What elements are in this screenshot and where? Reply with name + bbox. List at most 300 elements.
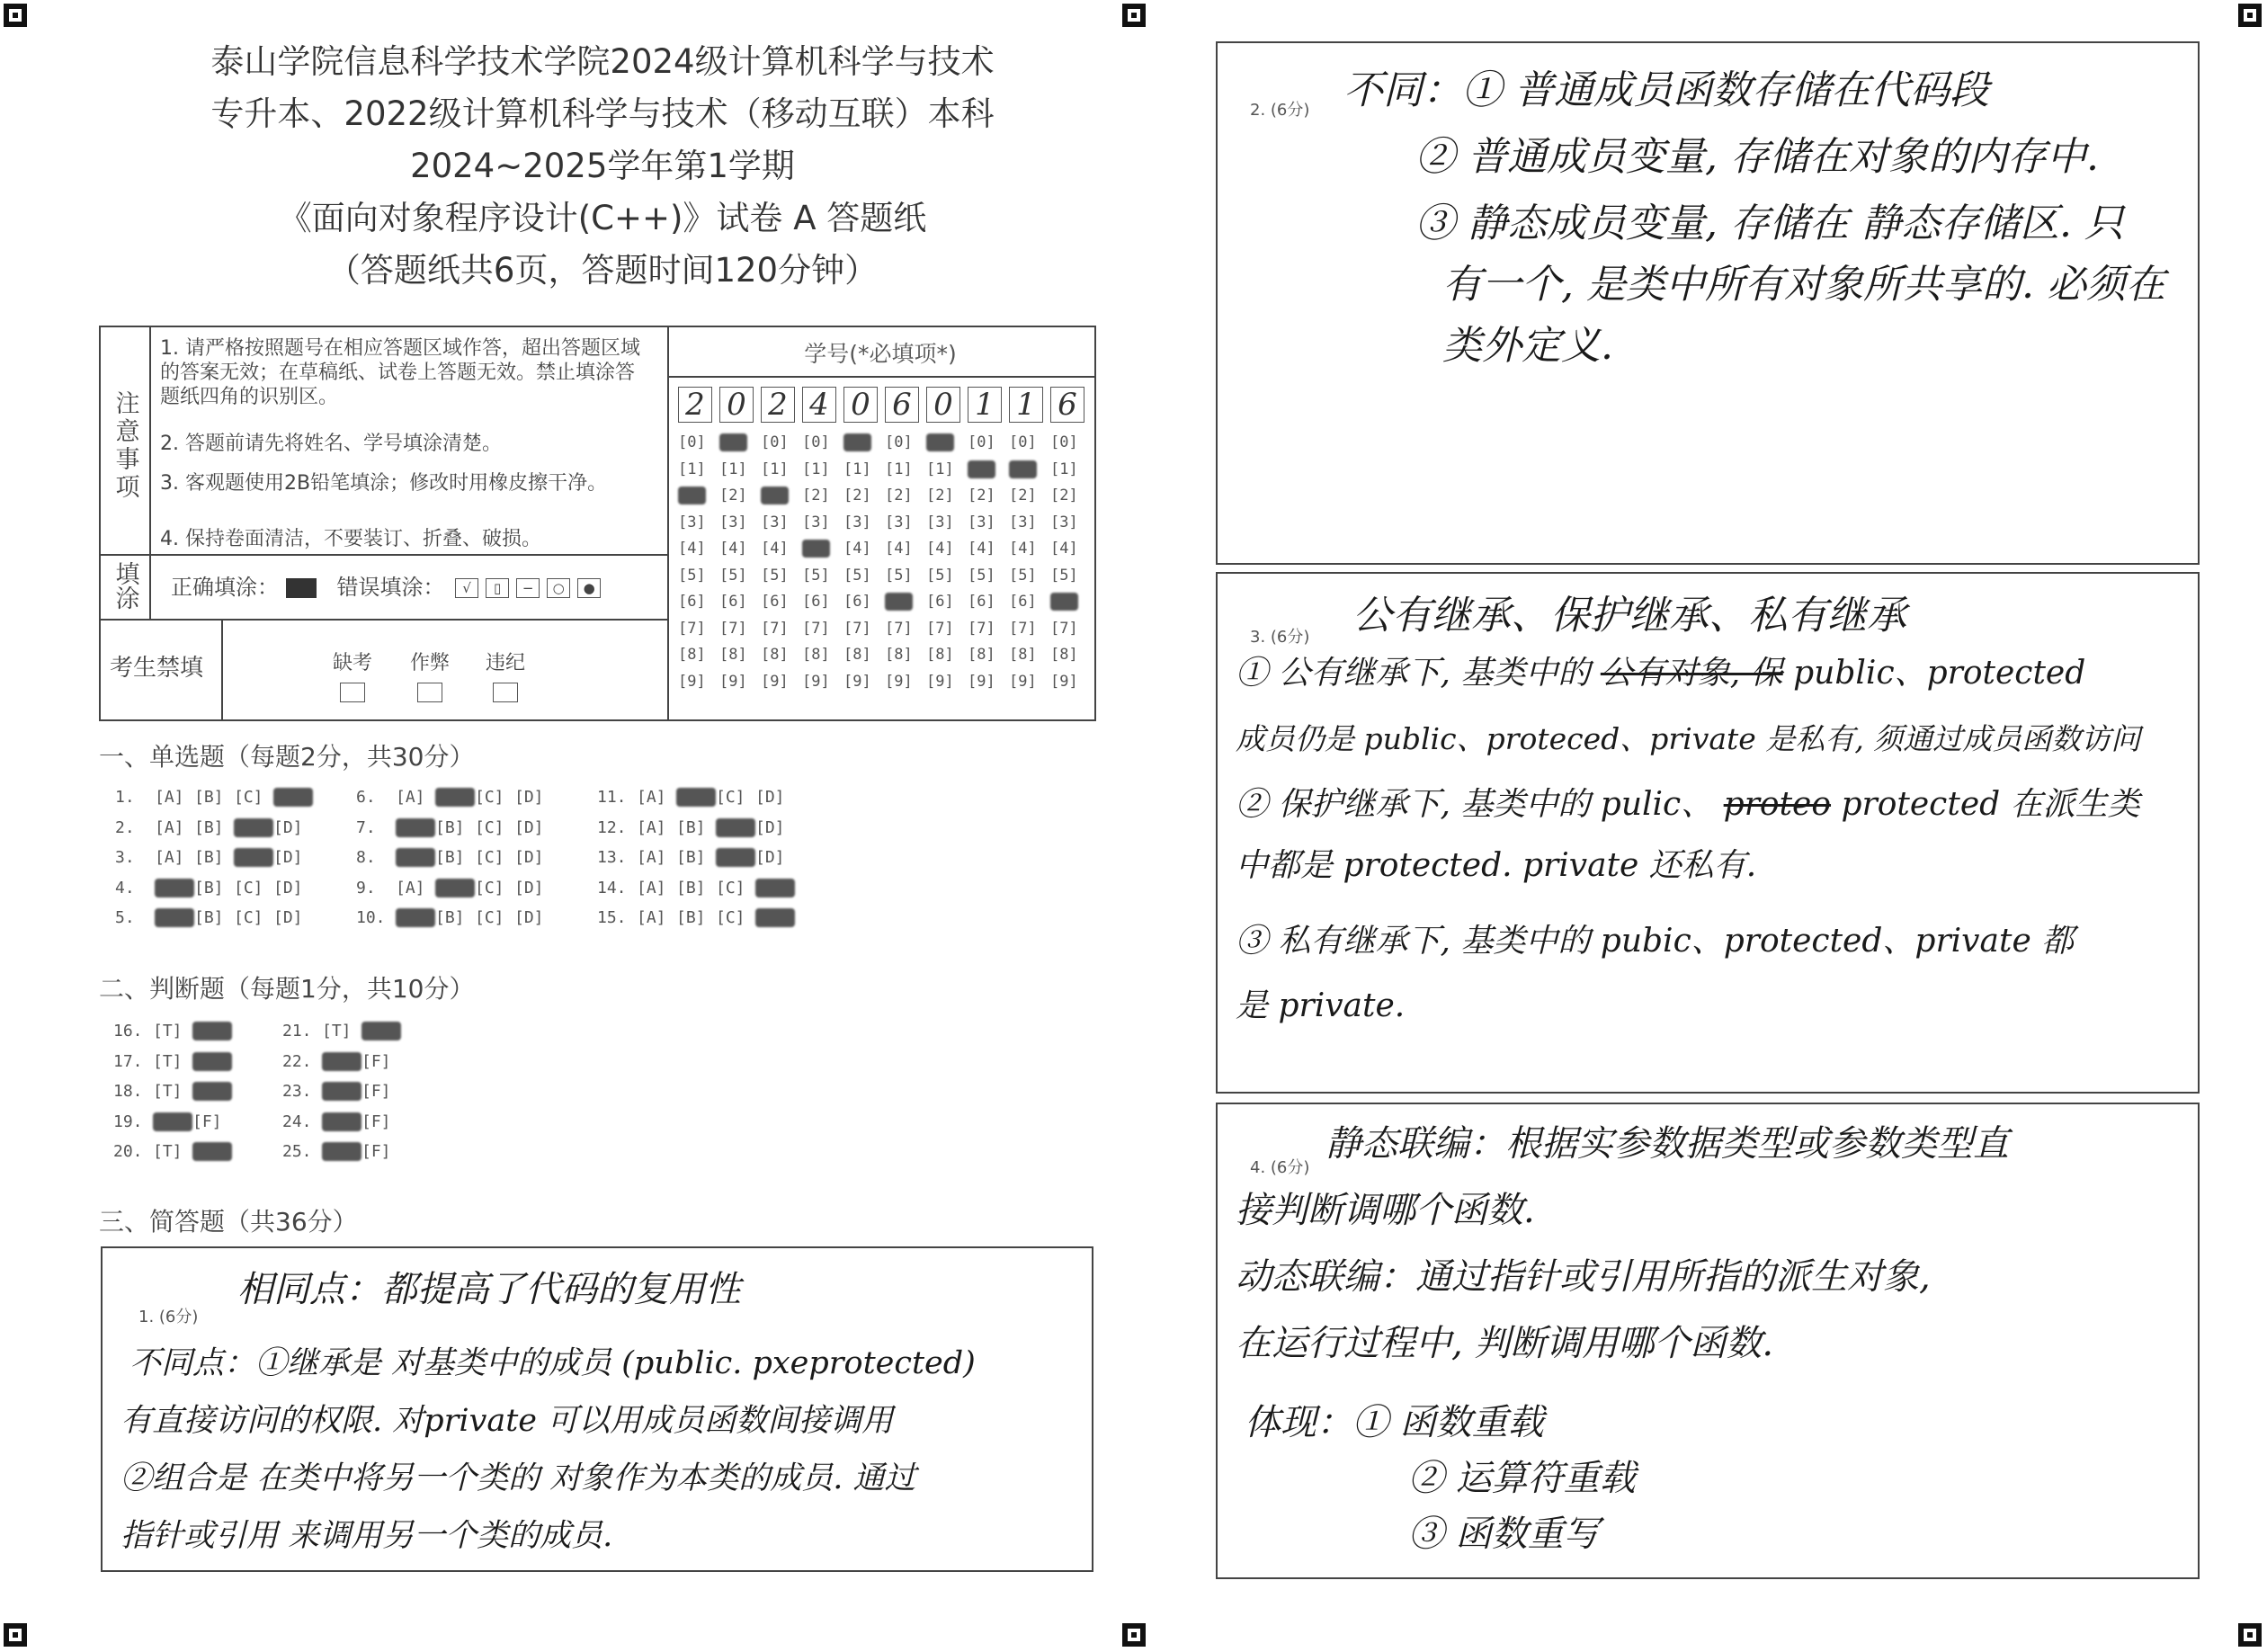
choice-bubble[interactable]: [D] [514,908,544,927]
answer-1-line-5: 指针或引用 来调用另一个类的成员. [120,1518,613,1554]
student-id-bubble[interactable]: [2] [761,487,789,505]
choice-bubble[interactable]: [D] [514,788,544,807]
student-id-bubble[interactable]: [5] [926,566,954,585]
tf-bubble[interactable]: [T] [322,1112,361,1131]
student-id-bubble[interactable]: [7] [1050,619,1078,638]
choice-bubble[interactable]: [B] [676,817,706,837]
true-false-question [282,1112,401,1131]
answer-3-line-1: 公有继承、保护继承、私有继承 [1352,593,1906,638]
instruction-1: 1. 请严格按照题号在相应答题区域作答，超出答题区域的答案无效；在草稿纸、试卷上答题无效。禁止填涂答题纸四角的识别区。 [160,337,640,408]
choice-bubble[interactable]: [B] [194,878,224,897]
student-id-bubble[interactable]: [2] [802,487,830,505]
true-false-question [282,1052,401,1071]
student-id-digit: 0 [843,387,878,423]
student-id-bubble[interactable]: [9] [719,672,747,691]
answer-box-3 [1216,572,2200,1094]
student-id-bubble[interactable]: [5] [1050,566,1078,585]
tf-bubble[interactable]: [F] [361,1022,401,1040]
forbid-label: 考生禁填 [110,655,204,682]
student-id-bubble[interactable]: [6] [885,593,913,611]
choice-bubble[interactable]: [B] [676,848,706,867]
student-id-bubble[interactable]: [7] [843,619,871,638]
single-choice-question [115,879,313,897]
single-choice-question [115,848,313,867]
student-id-bubble[interactable]: [7] [761,619,789,638]
student-id-bubble[interactable]: [2] [678,487,706,505]
student-id-digit: 2 [678,387,712,423]
tf-bubble[interactable]: [F] [192,1112,222,1131]
student-id-bubble[interactable]: [2] [1009,487,1037,505]
answer-box-4 [1216,1103,2200,1579]
student-id-bubble[interactable]: [3] [843,513,871,531]
choice-bubble[interactable]: [B] [435,848,465,867]
choice-bubble[interactable]: [C] [475,878,504,897]
choice-bubble[interactable]: [C] [716,818,755,837]
choice-bubble[interactable]: [C] [234,908,263,927]
student-id-bubble[interactable]: [1] [885,460,913,478]
student-id-bubble[interactable]: [4] [802,540,830,558]
student-id-digit: 6 [885,387,919,423]
question-number: 7. [356,817,376,837]
answer-2-line-4: 有一个, 是类中所有对象所共享的. 必须在 [1442,262,2165,308]
instruction-3: 3. 客观题使用2B铅笔填涂；修改时用橡皮擦干净。 [160,472,608,495]
answer-4-line-7: ③ 函数重写 [1408,1514,1600,1555]
wrong-fill-check: √ [455,578,478,598]
student-id-bubble[interactable]: [3] [719,513,747,531]
choice-bubble[interactable]: [C] [475,788,504,807]
student-id-bubble[interactable]: [1] [719,460,747,478]
question-number: 17. [113,1051,143,1071]
choice-bubble[interactable]: [C] [234,788,263,807]
student-id-bubble[interactable]: [8] [1009,646,1037,664]
student-id-bubble[interactable]: [8] [761,646,789,664]
choice-bubble[interactable]: [A] [155,879,194,897]
answer-1-score: 1. (6分) [138,1308,199,1326]
student-id-bubble[interactable]: [0] [843,433,871,451]
student-id-bubble[interactable]: [9] [885,672,913,691]
answer-2-line-3: ③ 静态成员变量, 存储在 静态存储区. 只 [1415,201,2124,246]
question-number: 3. [115,848,135,867]
student-id-bubble[interactable]: [6] [1050,593,1078,611]
question-number: 20. [113,1142,143,1161]
student-id-bubble[interactable]: [1] [1009,460,1037,478]
student-id-bubble[interactable]: [3] [1050,513,1078,531]
question-number: 23. [282,1082,312,1101]
student-id-bubble[interactable]: [5] [1009,566,1037,585]
student-id-bubble[interactable]: [3] [761,513,789,531]
choice-bubble[interactable]: [A] [637,788,666,807]
student-id-bubble[interactable]: [5] [885,566,913,585]
student-id-bubble[interactable]: [5] [761,566,789,585]
student-id-bubble[interactable]: [8] [678,646,706,664]
single-choice-question [597,818,795,837]
student-id-bubble[interactable]: [8] [719,646,747,664]
student-id-bubble[interactable]: [4] [926,540,954,558]
answer-3-strikethrough-1: 公有对象, 保 [1600,655,1783,692]
tf-bubble[interactable]: [F] [361,1082,391,1101]
choice-bubble[interactable]: [C] [716,878,745,897]
student-id-bubble[interactable]: [6] [802,593,830,611]
student-id-title: 学号(*必填项*) [804,341,957,367]
tf-bubble[interactable]: [T] [322,1052,361,1071]
true-false-question [282,1142,401,1161]
student-id-bubble[interactable]: [6] [761,593,789,611]
tf-bubble[interactable]: [F] [192,1052,232,1071]
student-id-bubble[interactable]: [0] [968,433,995,451]
single-choice-question [115,788,313,807]
student-id-bubble[interactable]: [7] [968,619,995,638]
student-id-bubble[interactable]: [4] [719,540,747,558]
choice-bubble[interactable]: [D] [514,848,544,867]
forbid-violation-box [493,683,518,702]
single-choice-question [356,788,554,807]
choice-bubble[interactable]: [C] [234,848,273,867]
choice-bubble[interactable]: [D] [755,848,785,867]
choice-bubble[interactable]: [A] [155,817,184,837]
student-id-bubble[interactable]: [1] [926,460,954,478]
student-id-bubble[interactable]: [4] [885,540,913,558]
student-id-bubble[interactable]: [7] [885,619,913,638]
true-false-question [282,1082,401,1101]
choice-bubble[interactable]: [B] [194,848,224,867]
tf-bubble[interactable]: [T] [153,1112,192,1131]
answer-3-line-3: 成员仍是 public、proteced、private 是私有, 须通过成员函数访问 [1236,721,2141,756]
question-number: 14. [597,878,627,897]
student-id-digit: 0 [926,387,960,423]
student-id-bubble[interactable]: [4] [761,540,789,558]
student-id-bubble[interactable]: [1] [968,460,995,478]
choice-bubble[interactable]: [B] [435,879,475,897]
student-id-bubble[interactable]: [1] [843,460,871,478]
student-id-bubble[interactable]: [3] [926,513,954,531]
student-id-bubble[interactable]: [0] [719,433,747,451]
student-id-digit: 0 [719,387,754,423]
choice-bubble[interactable]: [C] [716,848,755,867]
answer-3-line-2: ① 公有继承下, 基类中的 公有对象, 保 public、protected [1236,655,2086,692]
choice-bubble[interactable]: [A] [637,817,666,837]
registration-mark-top-right [2238,4,2262,27]
single-choice-question [356,908,554,927]
student-id-bubble[interactable]: [3] [1009,513,1037,531]
answer-2-line-2: ② 普通成员变量, 存储在对象的内存中. [1415,134,2099,180]
student-id-bubble[interactable]: [6] [1009,593,1037,611]
choice-bubble[interactable]: [D] [273,878,303,897]
fill-label: 填涂 [101,556,151,619]
header-line-4: 《面向对象程序设计(C++)》试卷 A 答题纸 [278,199,927,237]
choice-bubble[interactable]: [C] [475,817,504,837]
choice-bubble[interactable]: [A] [155,848,184,867]
choice-bubble[interactable]: [A] [155,788,184,807]
student-id-bubble[interactable]: [9] [926,672,954,691]
registration-mark-bottom-right [2238,1623,2262,1647]
student-id-bubble[interactable]: [5] [802,566,830,585]
student-id-bubble[interactable]: [6] [843,593,871,611]
question-number: 18. [113,1082,143,1101]
student-id-digit: 4 [802,387,836,423]
wrong-fill-dot: ● [577,578,601,598]
choice-bubble[interactable]: [C] [716,788,745,807]
choice-bubble[interactable]: [D] [755,788,785,807]
student-id-bubble[interactable]: [2] [1050,487,1078,505]
choice-bubble[interactable]: [D] [755,817,785,837]
choice-bubble[interactable]: [D] [514,878,544,897]
choice-bubble[interactable]: [A] [396,818,435,837]
choice-bubble[interactable]: [B] [194,817,224,837]
choice-bubble[interactable]: [B] [435,908,465,927]
wrong-fill-circle: ○ [547,578,570,598]
answer-1-line-1: 相同点：都提高了代码的复用性 [237,1269,741,1310]
student-id-bubble[interactable]: [6] [719,593,747,611]
student-id-bubble[interactable]: [8] [1050,646,1078,664]
student-id-bubble[interactable]: [5] [719,566,747,585]
answer-4-line-3: 动态联编：通过指针或引用所指的派生对象, [1236,1256,1931,1298]
tf-bubble[interactable]: [T] [153,1051,183,1071]
student-id-bubble[interactable]: [6] [968,593,995,611]
tf-bubble[interactable]: [T] [153,1022,183,1040]
answer-box-1 [101,1246,1093,1572]
student-id-bubble[interactable]: [8] [926,646,954,664]
choice-bubble[interactable]: [B] [435,817,465,837]
answer-3-line-7: 是 private. [1236,987,1406,1024]
choice-bubble[interactable]: [C] [716,908,745,927]
choice-bubble[interactable]: [C] [234,818,273,837]
question-number: 22. [282,1051,312,1071]
student-id-bubble[interactable]: [7] [802,619,830,638]
question-number: 15. [597,908,627,927]
answer-4-score: 4. (6分) [1250,1158,1310,1177]
student-id-bubble[interactable]: [1] [802,460,830,478]
student-id-bubble[interactable]: [0] [1009,433,1037,451]
question-number: 16. [113,1022,143,1040]
student-id-bubble[interactable]: [8] [885,646,913,664]
answer-4-line-1: 静态联编：根据实参数据类型或参数类型直 [1325,1123,2009,1165]
choice-bubble[interactable]: [B] [676,878,706,897]
student-id-digit: 1 [968,387,1002,423]
student-id-bubble[interactable]: [9] [1009,672,1037,691]
tf-bubble[interactable]: [F] [192,1142,232,1161]
tf-bubble[interactable]: [T] [153,1142,183,1161]
single-choice-question [356,818,554,837]
answer-2-line-5: 类外定义. [1442,323,1613,369]
true-false-question [113,1142,232,1161]
question-number: 5. [115,908,135,927]
student-id-bubble[interactable]: [9] [678,672,706,691]
choice-bubble[interactable]: [C] [234,878,263,897]
registration-mark-bottom-center [1122,1623,1146,1647]
choice-bubble[interactable]: [A] [396,878,425,897]
student-id-bubble[interactable]: [5] [968,566,995,585]
registration-mark-bottom-left [4,1623,27,1647]
student-id-digit: 1 [1009,387,1043,423]
tf-bubble[interactable]: [T] [153,1082,183,1101]
tf-bubble[interactable]: [F] [361,1112,391,1131]
tf-bubble[interactable]: [T] [322,1142,361,1161]
student-id-bubble[interactable]: [4] [678,540,706,558]
student-id-bubble[interactable]: [9] [968,672,995,691]
student-id-bubble[interactable]: [1] [761,460,789,478]
choice-bubble[interactable]: [B] [194,788,224,807]
student-id-bubble[interactable]: [0] [1050,433,1078,451]
single-choice-question [597,908,795,927]
question-number: 1. [115,788,135,807]
student-id-bubble[interactable]: [1] [678,460,706,478]
student-id-bubble[interactable]: [9] [802,672,830,691]
question-number: 10. [356,908,386,927]
forbid-violation: 违纪 [478,651,532,702]
student-id-digit: 6 [1050,387,1084,423]
student-id-bubble[interactable]: [3] [678,513,706,531]
instruction-4: 4. 保持卷面清洁，不要装订、折叠、破损。 [160,528,541,550]
question-number: 21. [282,1022,312,1040]
student-id-digit: 2 [761,387,795,423]
student-id-bubble[interactable]: [4] [1009,540,1037,558]
answer-3-line-6: ③ 私有继承下, 基类中的 pubic、protected、private 都 [1236,923,2075,960]
student-id-bubble[interactable]: [4] [1050,540,1078,558]
answer-3-score: 3. (6分) [1250,628,1310,647]
single-choice-question [597,848,795,867]
header-line-3: 2024~2025学年第1学期 [410,147,795,185]
student-id-bubble[interactable]: [3] [802,513,830,531]
choice-bubble[interactable]: [D] [273,788,313,807]
answer-1-line-4: ②组合是 在类中将另一个类的 对象作为本类的成员. 通过 [120,1460,916,1496]
choice-bubble[interactable]: [A] [155,908,194,927]
student-id-bubble[interactable]: [2] [926,487,954,505]
answer-4-line-6: ② 运算符重载 [1408,1458,1636,1499]
tf-bubble[interactable]: [F] [192,1082,232,1101]
choice-bubble[interactable]: [C] [475,908,504,927]
student-id-bubble[interactable]: [8] [843,646,871,664]
student-id-bubble[interactable]: [0] [678,433,706,451]
student-id-bubble[interactable]: [9] [761,672,789,691]
tf-bubble[interactable]: [T] [322,1082,361,1101]
question-number: 6. [356,788,376,807]
choice-bubble[interactable]: [A] [637,848,666,867]
student-id-bubble[interactable]: [9] [1050,672,1078,691]
student-id-bubble[interactable]: [7] [926,619,954,638]
choice-bubble[interactable]: [A] [637,908,666,927]
student-id-bubble[interactable]: [7] [719,619,747,638]
header-line-2: 专升本、2022级计算机科学与技术（移动互联）本科 [210,94,995,133]
registration-mark-top-center [1122,4,1146,27]
choice-bubble[interactable]: [D] [514,817,544,837]
forbid-absent-box [340,683,365,702]
tf-bubble[interactable]: [T] [322,1022,352,1040]
section-1-title: 一、单选题（每题2分，共30分） [99,742,475,772]
student-id-bubble[interactable]: [6] [926,593,954,611]
instruction-table [99,326,1096,721]
student-id-bubble[interactable]: [0] [761,433,789,451]
choice-bubble[interactable]: [B] [194,908,224,927]
choice-bubble[interactable]: [C] [475,848,504,867]
forbid-absent: 缺考 [326,651,379,702]
answer-1-line-3: 有直接访问的权限. 对private 可以用成员函数间接调用 [120,1403,894,1439]
student-id-bubble[interactable]: [0] [885,433,913,451]
answer-3-line-5: 中都是 protected. private 还私有. [1236,847,1757,884]
section-2-title: 二、判断题（每题1分，共10分） [99,974,475,1004]
student-id-bubble[interactable]: [5] [678,566,706,585]
forbid-cheat-box [417,683,442,702]
tf-bubble[interactable]: [F] [361,1051,391,1071]
answer-box-2 [1216,41,2200,565]
choice-bubble[interactable]: [B] [676,908,706,927]
student-id-bubble[interactable]: [1] [1050,460,1078,478]
choice-bubble[interactable]: [D] [273,817,303,837]
choice-bubble[interactable]: [D] [755,908,795,927]
student-id-bubble[interactable]: [8] [968,646,995,664]
tf-bubble[interactable]: [F] [192,1022,232,1040]
student-id-bubble[interactable]: [8] [802,646,830,664]
answer-4-line-2: 接判断调哪个函数. [1236,1190,1535,1231]
question-number: 24. [282,1112,312,1131]
correct-fill-label: 正确填涂： 错误填涂： √ ▯ − ○ ● [171,576,604,600]
student-id-bubble[interactable]: [3] [968,513,995,531]
student-id-bubble[interactable]: [5] [843,566,871,585]
question-number: 8. [356,848,376,867]
student-id-bubble[interactable]: [9] [843,672,871,691]
choice-bubble[interactable]: [D] [755,879,795,897]
choice-bubble[interactable]: [D] [273,848,303,867]
true-false-question [113,1052,232,1071]
single-choice-question [356,848,554,867]
choice-bubble[interactable]: [A] [396,908,435,927]
student-id-bubble[interactable]: [4] [968,540,995,558]
question-number: 25. [282,1142,312,1161]
student-id-bubble[interactable]: [2] [843,487,871,505]
answer-2-score: 2. (6分) [1250,101,1310,120]
question-number: 19. [113,1112,143,1131]
choice-bubble[interactable]: [D] [273,908,303,927]
single-choice-question [356,879,554,897]
single-choice-question [115,818,313,837]
student-id-bubble[interactable]: [2] [968,487,995,505]
choice-bubble[interactable]: [A] [396,788,425,807]
question-number: 4. [115,878,135,897]
single-choice-question [597,788,795,807]
student-id-bubble[interactable]: [4] [843,540,871,558]
registration-mark-top-left [4,4,27,27]
student-id-bubble[interactable]: [2] [719,487,747,505]
answer-4-line-4: 在运行过程中, 判断调用哪个函数. [1236,1323,1774,1364]
student-id-bubble[interactable]: [7] [1009,619,1037,638]
section-3-title: 三、简答题（共36分） [99,1207,358,1237]
student-id-bubble[interactable]: [2] [885,487,913,505]
choice-bubble[interactable]: [A] [637,878,666,897]
true-false-question [113,1022,232,1040]
question-number: 9. [356,878,376,897]
instruction-2: 2. 答题前请先将姓名、学号填涂清楚。 [160,433,502,455]
student-id-bubble[interactable]: [6] [678,593,706,611]
student-id-bubble[interactable]: [7] [678,619,706,638]
answer-3-line-4: ② 保护继承下, 基类中的 pulic、 proteo protected 在派生类 [1236,786,2140,823]
choice-bubble[interactable]: [A] [396,848,435,867]
answer-4-line-5: 体现：① 函数重载 [1245,1402,1544,1443]
wrong-fill-dash: − [516,578,540,598]
student-id-bubble[interactable]: [0] [802,433,830,451]
wrong-fill-bar: ▯ [486,578,509,598]
question-number: 12. [597,817,627,837]
tf-bubble[interactable]: [F] [361,1142,391,1161]
forbid-cheat: 作弊 [403,651,457,702]
choice-bubble[interactable]: [B] [435,788,475,807]
answer-2-line-1: 不同：① 普通成员函数存储在代码段 [1343,67,1989,113]
student-id-bubble[interactable]: [3] [885,513,913,531]
choice-bubble[interactable]: [B] [676,788,716,807]
single-choice-question [115,908,313,927]
true-false-question [113,1112,232,1131]
correct-fill-sample [286,578,317,598]
true-false-question [113,1082,232,1101]
student-id-bubble[interactable]: [0] [926,433,954,451]
